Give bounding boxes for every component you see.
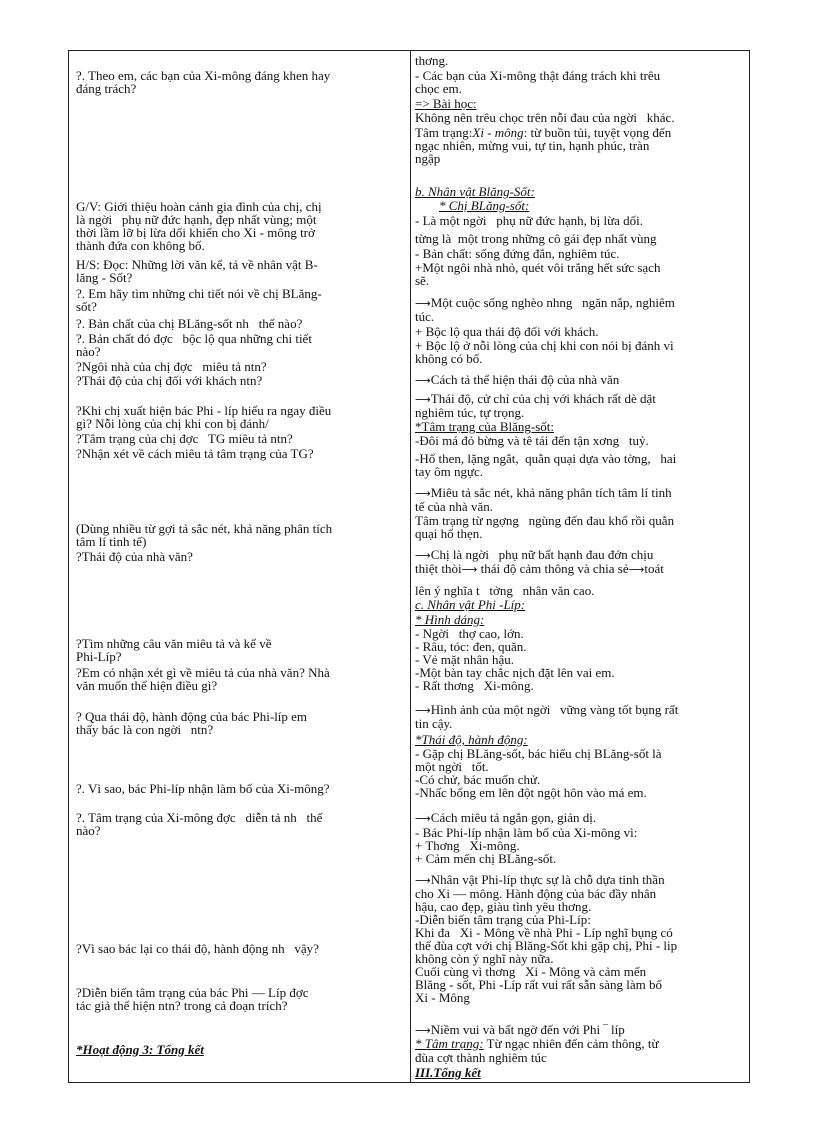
blangsot-house: +Một ngôi nhà nhỏ, quét vôi trắng hết sức sạch sẽ.	[415, 260, 661, 288]
blangsot-nature: - Bản chất: sống đứng đắn, nghiêm túc.	[415, 246, 620, 261]
student-reading-task: H/S: Đọc: Những lời văn kể, tả về nhân vật B- lăng - Sốt?	[76, 257, 318, 285]
joy-surprise: ⟶Niềm vui và bất ngờ đến với Phi ‾ líp	[415, 1022, 625, 1037]
unfortunate-woman: ⟶Chị là ngời phụ nữ bất hạnh đau đớn chịu thiệt thòi⟶ thái độ cảm thông và chia sẻ⟶toát	[415, 547, 664, 576]
column-divider	[410, 51, 411, 1082]
answer-blame: - Các bạn của Xi-mông thật đáng trách khi trêu chọc em.	[415, 68, 661, 96]
arrow-icon: ⟶	[415, 704, 431, 717]
question-remark-description: ?Nhận xét về cách miêu tả tâm trạng của TG?	[76, 446, 314, 461]
reasons-list: - Bác Phi-líp nhận làm bố của Xi-mông vì: + Thơng Xi-mông. + Cảm mến chị BLăng-sốt.	[415, 825, 638, 866]
question-details: ?. Em hãy tìm những chi tiết nói về chị BLăng- sốt?	[76, 286, 322, 314]
appearance-heading: * Hình dáng:	[415, 612, 485, 627]
arrow-icon: ⟶	[415, 487, 431, 500]
philip-support: ⟶Nhân vật Phi-líp thực sự là chỗ dựa tinh thần cho Xi — mông. Hành động của bác đầy nhân hậu, cao đẹp, giàu tình yêu thơng. -Diễn biến tâm trạng của Phi-Líp: Khi đa Xi - Mông về nhà Phi - Líp nghĩ bụng có thể đùa cợt với chị Blăng-Sốt khi gặp chị, Phi - lip không còn ý nghĩ này nữa. Cuối cùng vì thơng Xi - Mông và cảm mến Blăng - sốt, Phi -Líp rất vui rất sẵn sàng làm bố Xi - Mông	[415, 872, 678, 1005]
arrow-icon: ⟶	[415, 812, 431, 825]
blangsot-virtue: - Là một ngời phụ nữ đức hạnh, bị lừa dối.	[415, 213, 644, 228]
arrow-icon: ⟶	[415, 1024, 431, 1037]
attitude-action-list: - Gặp chị BLăng-sốt, bác hiểu chị BLăng-sốt là một ngời tốt. -Có chử, bác muốn chử. -Nhấc bổng em lên đột ngột hôn vào má em.	[415, 746, 662, 800]
teacher-introduction: G/V: Giới thiệu hoàn cảnh gia đình của chị, chị là ngời phụ nữ đức hạnh, đẹp nhất vùng; một thời lầm lỡ bị lừa dối khiến cho Xi - mông trở thành đứa con không bố.	[76, 199, 322, 253]
appearance-list: - Ngời thợ cao, lớn. - Râu, tóc: đen, quăn. - Vẻ mặt nhân hậu. -Một bàn tay chắc nịch đặt lên vai em. - Rất thơng Xi-mông.	[415, 626, 615, 693]
question-revealed: ?. Bản chất đó đợc bộc lộ qua những chi tiết nào?	[76, 331, 312, 359]
question-philip-mood: ?Diễn biến tâm trạng của bác Phi — Líp đợc tác giả thể hiện ntn? trong cả đoạn trích?	[76, 985, 309, 1013]
question-what-kind-of-person: ? Qua thái độ, hành động của bác Phi-líp em thấy bác là con ngời ntn?	[76, 709, 308, 737]
lesson-table	[68, 50, 750, 1083]
question-why-father: ?. Vì sao, bác Phi-líp nhận làm bố của Xi-mông?	[76, 781, 330, 796]
attitude-action-heading: *Thái độ, hành động:	[415, 732, 528, 747]
arrow-icon: ⟶	[461, 563, 478, 576]
reliable-image: ⟶Hình ảnh của một ngời vững vàng tốt bụng rất tin cậy.	[415, 702, 679, 731]
vivid-description: ⟶Miêu tả sắc nét, khả năng phân tích tâm lí tinh tế của nhà văn.	[415, 485, 672, 514]
mood-ashamed: -Hổ then, lặng ngắt, quằn quại dựa vào tờng, hai tay ôm ngực.	[415, 451, 677, 479]
arrow-icon: ⟶	[415, 549, 431, 562]
question-mood: ?Tâm trạng của chị đợc TG miêu tả ntn?	[76, 431, 293, 446]
blangsot-life: ⟶Một cuộc sống nghèo nhng ngăn nắp, nghiêm túc.	[415, 295, 675, 324]
question-ximong-mood: ?. Tâm trạng của Xi-mông đợc diễn tả nh thế nào?	[76, 810, 323, 838]
answer-line: thơng.	[415, 53, 449, 68]
simple-description: ⟶Cách miêu tả ngắn gọn, giản dị.	[415, 810, 597, 825]
philip-mood-summary: * Tâm trạng: Từ ngạc nhiên đến cảm thông, từ	[415, 1036, 659, 1051]
author-attitude-note: ⟶Cách tả thể hiện thái độ của nhà văn	[415, 372, 620, 387]
arrow-icon: ⟶	[415, 874, 431, 887]
section-b-heading: b. Nhân vật Blăng-Sốt:	[415, 184, 535, 199]
lesson-label: => Bài học:	[415, 96, 477, 111]
mood-progression: Tâm trạng từ ngợng ngùng đến đau khổ rồi quằn quại hổ thẹn.	[415, 513, 675, 541]
question-nature: ?. Bản chất của chị BLăng-sốt nh thế nào?	[76, 316, 303, 331]
guest-attitude: ⟶Thái độ, cử chỉ của chị với khách rất dè dặt nghiêm túc, tự trọng.	[415, 391, 656, 420]
arrow-icon: ⟶	[415, 393, 431, 406]
question-author-attitude: ?Thái độ của nhà văn?	[76, 549, 193, 564]
arrow-icon: ⟶	[628, 563, 645, 576]
arrow-icon: ⟶	[415, 297, 431, 310]
conclusion-heading: III.Tổng kết	[415, 1065, 481, 1080]
subheading-blangsot: * Chị BLăng-sốt:	[439, 198, 530, 213]
question-house: ?Ngôi nhà của chị đợc miêu tả ntn?	[76, 359, 267, 374]
revealed-son: + Bộc lộ ở nỗi lòng của chị khi con nói bị đánh vì không có bố.	[415, 338, 674, 366]
ximong-mood: Tâm trạng:Xi - mông: từ buồn tủi, tuyệt vọng đến ngạc nhiên, mừng vui, tự tin, hạnh phúc, tràn ngập	[415, 125, 672, 166]
question-praise-or-blame: ?. Theo em, các bạn của Xi-mông đáng khen hay đáng trách?	[76, 68, 331, 96]
question-find-sentences: ?Tìm những câu văn miêu tả và kể về Phi-Líp?	[76, 636, 272, 664]
mood-cheeks: -Đôi má đỏ bừng và tê tái đến tận xơng tuỷ.	[415, 433, 649, 448]
activity-3-heading: *Hoạt động 3: Tổng kết	[76, 1042, 204, 1057]
question-appearance: ?Khi chị xuất hiện bác Phi - líp hiểu ra ngay điều gì? Nỗi lòng của chị khi con bị đánh/	[76, 403, 332, 431]
question-author-remark: ?Em có nhận xét gì về miêu tả của nhà văn? Nhà văn muốn thể hiện điều gì?	[76, 665, 330, 693]
note-descriptive-words: (Dùng nhiều từ gợi tả sắc nét, khả năng phân tích tâm lí tinh tế)	[76, 521, 333, 549]
philip-mood-summary-2: đùa cợt thành nghiêm túc	[415, 1050, 547, 1065]
question-why-behavior: ?Vì sao bác lại co thái độ, hành động nh vậy?	[76, 941, 319, 956]
section-c-heading: c. Nhân vật Phi -Líp:	[415, 597, 526, 612]
revealed-guest: + Bộc lộ qua thái độ đối với khách.	[415, 324, 599, 339]
lesson-text: Không nên trêu chọc trên nỗi đau của ngời khác.	[415, 110, 675, 125]
blangsot-mood-heading: *Tâm trạng của Blăng-sốt:	[415, 419, 554, 434]
arrow-icon: ⟶	[415, 374, 431, 387]
question-attitude-guest: ?Thái độ của chị đối với khách ntn?	[76, 373, 263, 388]
humanist-meaning: lên ý nghĩa t tởng nhân văn cao.	[415, 583, 595, 598]
blangsot-beauty: từng là một trong những cô gái đẹp nhất vùng	[415, 231, 657, 246]
